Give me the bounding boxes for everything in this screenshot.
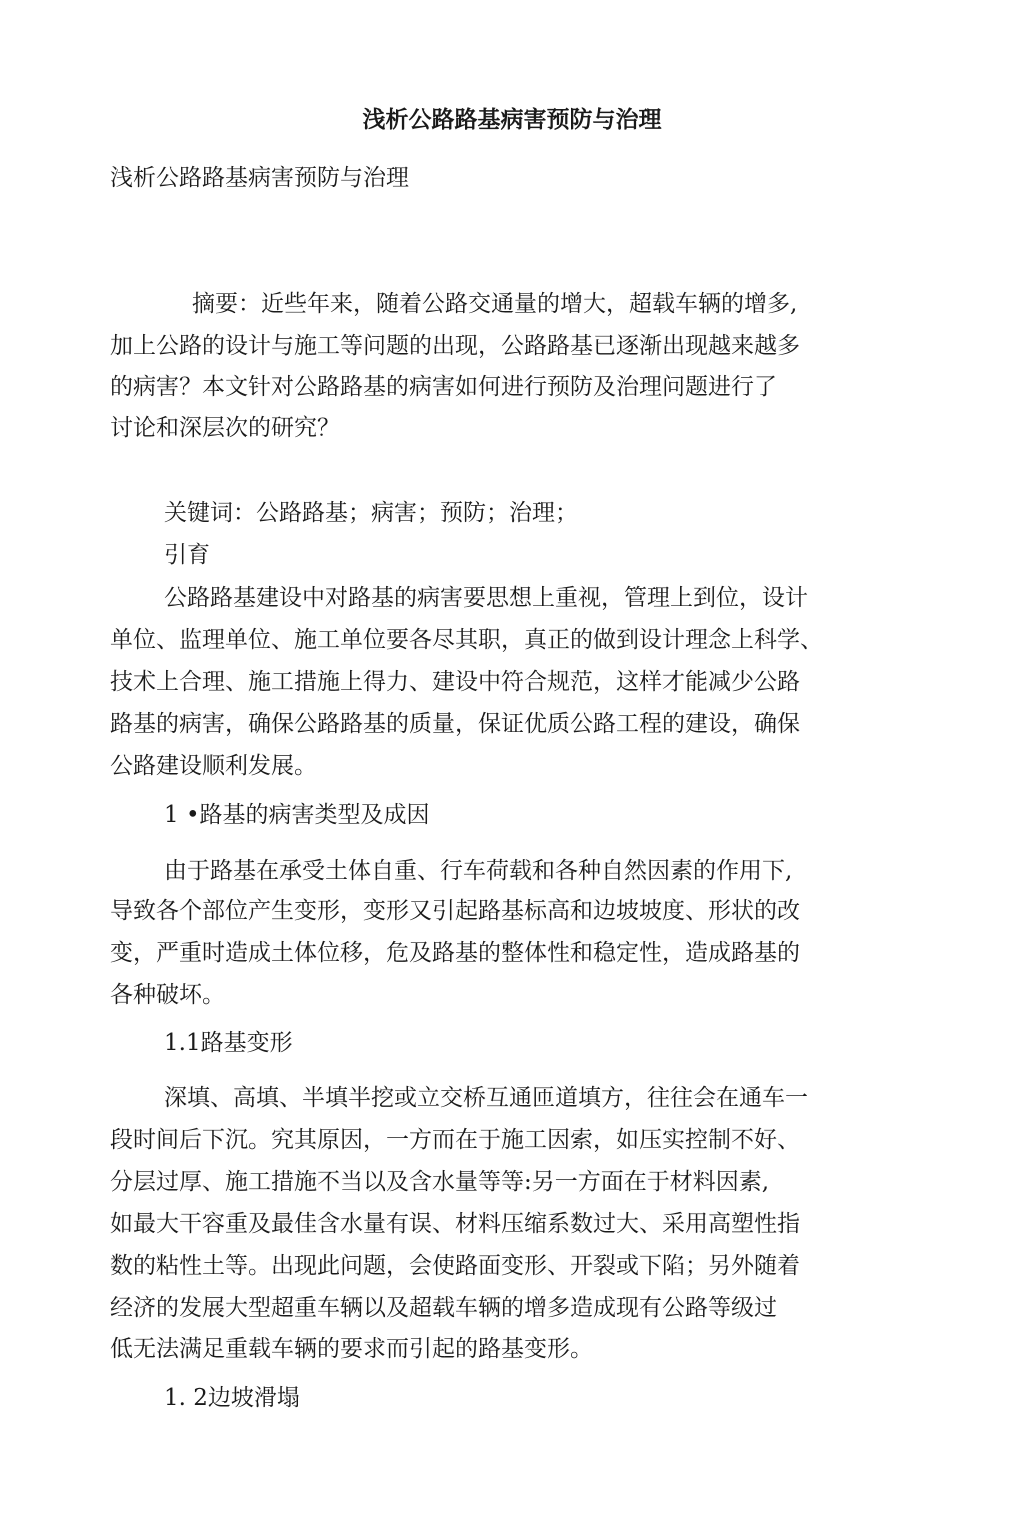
document-subtitle: 浅析公路路基病害预防与治理 (110, 165, 409, 191)
section-1-1-line: 段时间后下沉。究其原因，一方而在于施工因索，如压实控制不好、 (110, 1127, 800, 1153)
section-1-1-line: 数的粘性土等。出现此问题，会使路面变形、开裂或下陷；另外随着 (110, 1253, 800, 1279)
section-1-1-line: 经济的发展大型超重车辆以及超载车辆的增多造成现有公路等级过 (110, 1295, 777, 1321)
section-1-line: 变，严重时造成土体位移，危及路基的整体性和稳定性，造成路基的 (110, 940, 800, 966)
section-1-line: 各种破坏。 (110, 982, 225, 1008)
section-1-line: 由于路基在承受土体自重、行车荷载和各种自然因素的作用下, (164, 858, 793, 884)
intro-line: 技术上合理、施工措施上得力、建设中符合规范，这样才能减少公路 (110, 669, 800, 695)
abstract-line: 摘要：近些年来，随着公路交通量的增大，超载车辆的增多, (192, 291, 798, 317)
intro-line: 单位、监理单位、施工单位要各尽其职，真正的做到设计理念上科学、 (110, 627, 823, 653)
section-1-1-line: 低无法满足重载车辆的要求而引起的路基变形。 (110, 1336, 593, 1362)
section-1-heading: 1 •路基的病害类型及成因 (164, 802, 430, 828)
section-1-2-heading: 1. 2边坡滑塌 (164, 1385, 300, 1411)
intro-heading: 引育 (164, 542, 210, 568)
document-title: 浅析公路路基病害预防与治理 (362, 106, 662, 133)
keywords: 关键词：公路路基；病害；预防；治理； (164, 500, 578, 526)
section-1-1-line: 深填、高填、半填半挖或立交桥互通匝道填方，往往会在通车一 (164, 1085, 808, 1111)
section-1-1-line: 如最大干容重及最佳含水量有误、材料压缩系数过大、采用高塑性指 (110, 1211, 800, 1237)
section-1-1-heading: 1.1路基变形 (164, 1030, 293, 1056)
section-1-1-line: 分层过厚、施工措施不当以及含水量等等:另一方面在于材料因素, (110, 1169, 770, 1195)
intro-line: 路基的病害，确保公路路基的质量，保证优质公路工程的建设，确保 (110, 711, 800, 737)
abstract-line: 的病害？本文针对公路路基的病害如何进行预防及治理问题进行了 (110, 374, 777, 400)
section-1-line: 导致各个部位产生变形，变形又引起路基标高和边坡坡度、形状的改 (110, 898, 800, 924)
intro-line: 公路路基建设中对路基的病害要思想上重视，管理上到位，设计 (164, 585, 808, 611)
abstract-line: 讨论和深层次的研究？ (110, 415, 340, 441)
abstract-line: 加上公路的设计与施工等问题的出现，公路路基已逐渐出现越来越多 (110, 333, 800, 359)
intro-line: 公路建设顺利发展。 (110, 753, 317, 779)
